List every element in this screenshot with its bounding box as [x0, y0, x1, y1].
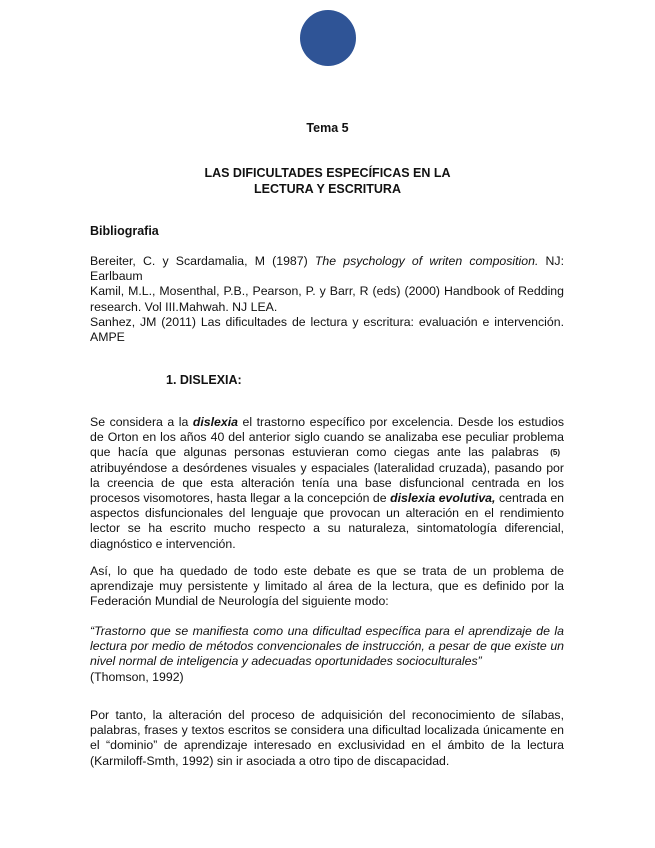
bibliography-heading: Bibliografia [90, 224, 159, 238]
paragraph-conclusion: Por tanto, la alteración del proceso de adquisición del reconocimiento de sílabas, palabras, frases y textos escritos se considera una dificultad localizada únicamente en el “dominio” de aprendizaje interesado en exclusividad en el ámbito de la lectura (Karmiloff-Smth, 1992) sin ir asociada a otro tipo de discapacidad. [90, 708, 564, 768]
quote-citation: (Thomson, 1992) [90, 669, 184, 684]
logo-circle [300, 10, 356, 66]
topic-label: Tema 5 [306, 121, 349, 135]
bibliography-entry: Sanhez, JM (2011) Las dificultades de lectura y escritura: evaluación e intervención. AMPE [90, 314, 564, 345]
definition-quote [90, 624, 564, 685]
quote-text: “Trastorno que se manifiesta como una dificultad específica para el aprendizaje de la lectura por medio de métodos convencionales de instrucción, a pesar de que existe un nivel normal de inteligencia y adecuadas oportunidades socioculturales” [90, 624, 564, 669]
section-heading-dislexia: 1. DISLEXIA: [166, 373, 242, 387]
title-line-2: LECTURA Y ESCRITURA [253, 182, 401, 196]
paragraph-dislexia-intro: Se considera a la dislexia el trastorno específico por excelencia. Desde los estudios de Orton en los años 40 del anterior siglo cuando se analizaba ese peculiar problema que hacía que algunas personas estuvieran como ciegas ante las palabras (5) atribuyéndose a desórdenes visuales y espaciales (lateralidad cruzada), pasando por la creencia de que esta alteración tenía una base disfuncional centrada en los procesos visomotores, hasta llegar a la concepción de dislexia evolutiva, centrada en aspectos disfuncionales del lenguaje que provocan un alteración en el rendimiento lector se ha escrito mucho respecto a su naturaleza, sintomatología diferencial, diagnóstico e intervención. [90, 415, 565, 551]
document-title [0, 165, 655, 197]
footnote-ref: (5) [550, 448, 560, 458]
title-line-1: LAS DIFICULTADES ESPECÍFICAS EN LA [204, 166, 451, 180]
bibliography-entry: Bereiter, C. y Scardamalia, M (1987) The psychology of writen composition. NJ: Earlbaum [90, 254, 564, 284]
bibliography-entry: Kamil, M.L., Mosenthal, P.B., Pearson, P. y Barr, R (eds) (2000) Handbook of Redding research. Vol III.Mahwah. NJ LEA. [90, 284, 564, 314]
bibliography-list [90, 254, 564, 345]
paragraph-definition-intro: Así, lo que ha quedado de todo este debate es que se trata de un problema de aprendizaje muy persistente y limitado al área de la lectura, que es definido por la Federación Mundial de Neurología del siguiente modo: [90, 564, 564, 609]
